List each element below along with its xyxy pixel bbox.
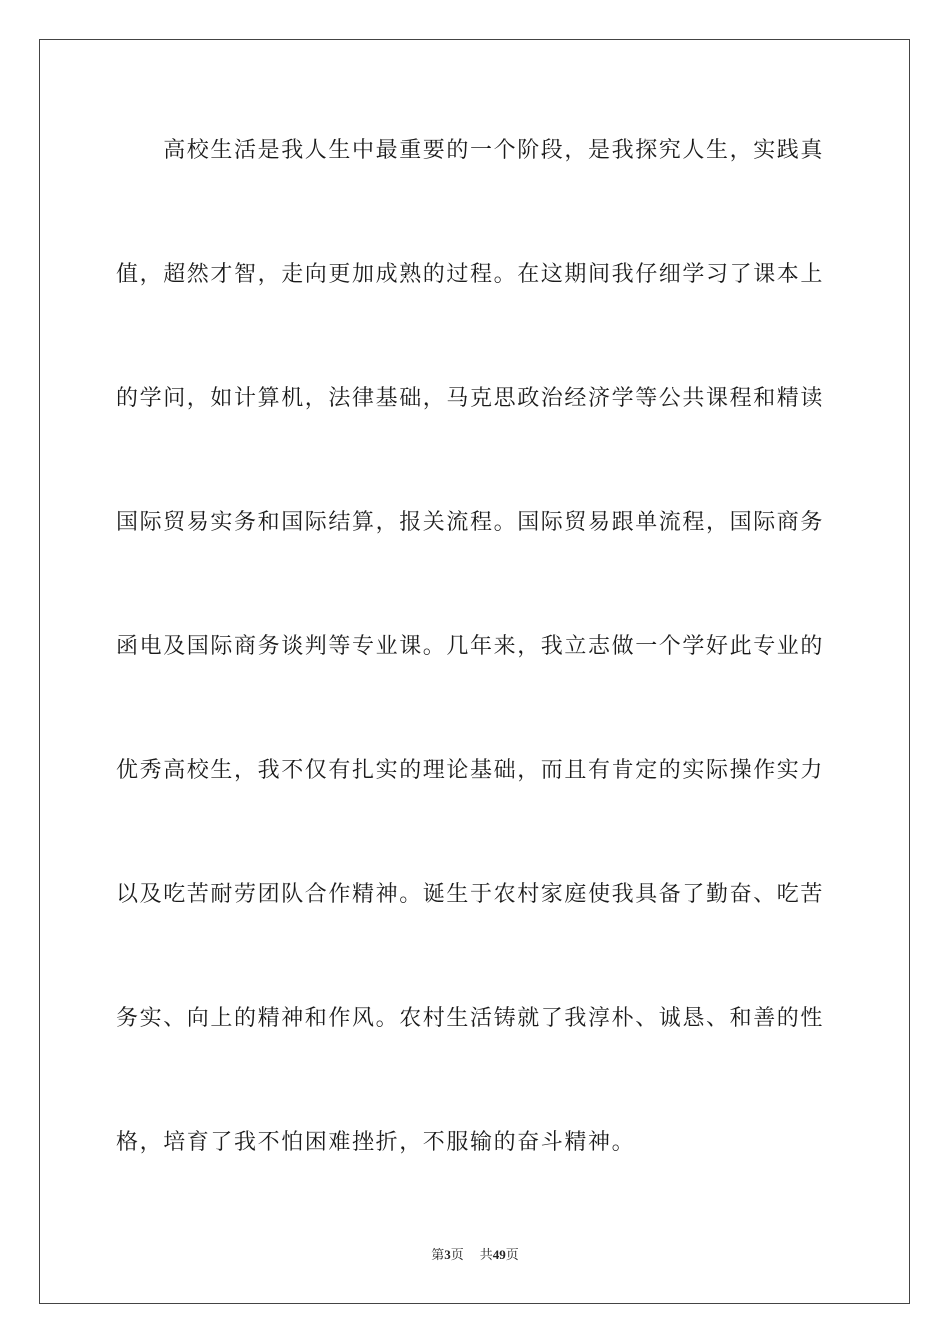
text-line: 值，超然才智，走向更加成熟的过程。在这期间我仔细学习了课本上 bbox=[116, 262, 825, 287]
text-line: 国际贸易实务和国际结算，报关流程。国际贸易跟单流程，国际商务 bbox=[116, 510, 825, 535]
text-line: 的学问，如计算机，法律基础，马克思政治经济学等公共课程和精读 bbox=[116, 386, 825, 411]
text-line: 函电及国际商务谈判等专业课。几年来，我立志做一个学好此专业的 bbox=[116, 634, 825, 659]
text-line: 高校生活是我人生中最重要的一个阶段，是我探究人生，实践真 bbox=[116, 138, 825, 163]
text-line: 优秀高校生，我不仅有扎实的理论基础，而且有肯定的实际操作实力 bbox=[116, 758, 825, 783]
page-footer bbox=[0, 1245, 950, 1265]
total-suffix: 页 bbox=[505, 1247, 519, 1262]
text-line: 务实、向上的精神和作风。农村生活铸就了我淳朴、诚恳、和善的性 bbox=[116, 1006, 825, 1031]
text-line: 格，培育了我不怕困难挫折，不服输的奋斗精神。 bbox=[116, 1130, 636, 1155]
page-suffix: 页 bbox=[450, 1247, 464, 1262]
current-page-number: 3 bbox=[444, 1247, 451, 1262]
page-prefix: 第 bbox=[431, 1247, 445, 1262]
total-prefix: 共 bbox=[479, 1247, 493, 1262]
document-body bbox=[116, 120, 836, 1236]
total-pages-number: 49 bbox=[492, 1247, 506, 1262]
text-line: 以及吃苦耐劳团队合作精神。诞生于农村家庭使我具备了勤奋、吃苦 bbox=[116, 882, 825, 907]
